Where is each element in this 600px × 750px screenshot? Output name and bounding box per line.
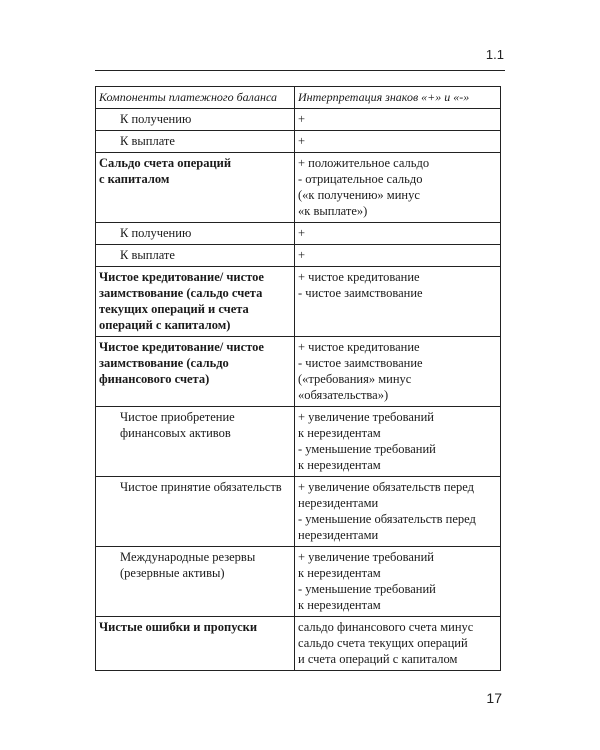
interpretation-line: - уменьшение требований bbox=[298, 582, 436, 596]
component-cell bbox=[96, 245, 295, 267]
interpretation-cell bbox=[295, 245, 501, 267]
table-row bbox=[96, 109, 501, 131]
table-row bbox=[96, 337, 501, 407]
component-cell bbox=[96, 153, 295, 223]
column-header-component: Компоненты платежного баланса bbox=[96, 87, 295, 109]
interpretation-line: - чистое заимствование bbox=[298, 286, 423, 300]
table-row bbox=[96, 223, 501, 245]
interpretation-line: («к получению» минус bbox=[298, 188, 420, 202]
table-row bbox=[96, 547, 501, 617]
interpretation-line: сальдо счета текущих операций bbox=[298, 636, 468, 650]
component-cell bbox=[96, 109, 295, 131]
interpretation-line: + чистое кредитование bbox=[298, 270, 420, 284]
component-line: К получению bbox=[120, 226, 192, 240]
component-line: текущих операций и счета bbox=[99, 302, 249, 316]
interpretation-line: + bbox=[298, 226, 306, 240]
table-row bbox=[96, 617, 501, 671]
interpretation-line: «обязательства») bbox=[298, 388, 389, 402]
component-cell bbox=[96, 223, 295, 245]
section-number: 1.1 bbox=[485, 47, 504, 62]
table-row bbox=[96, 477, 501, 547]
component-line: финансовых активов bbox=[120, 426, 231, 440]
interpretation-line: + чистое кредитование bbox=[298, 340, 420, 354]
component-line: К выплате bbox=[120, 134, 175, 148]
component-line: операций с капиталом) bbox=[99, 318, 231, 332]
interpretation-cell bbox=[295, 547, 501, 617]
table-row bbox=[96, 267, 501, 337]
interpretation-line: нерезидентами bbox=[298, 528, 379, 542]
interpretation-line: + увеличение обязательств перед bbox=[298, 480, 475, 494]
interpretation-line: + увеличение требований bbox=[298, 550, 434, 564]
component-line: Сальдо счета операций bbox=[99, 156, 232, 170]
component-line: с капиталом bbox=[99, 172, 170, 186]
component-line: Чистое принятие обязательств bbox=[120, 480, 282, 494]
component-cell bbox=[96, 617, 295, 671]
table-row bbox=[96, 153, 501, 223]
interpretation-cell bbox=[295, 477, 501, 547]
balance-of-payments-table bbox=[95, 86, 501, 671]
component-cell bbox=[96, 267, 295, 337]
table-row bbox=[96, 245, 501, 267]
interpretation-line: («требования» минус bbox=[298, 372, 412, 386]
interpretation-cell bbox=[295, 223, 501, 245]
interpretation-line: + увеличение требований bbox=[298, 410, 434, 424]
component-line: Международные резервы bbox=[120, 550, 256, 564]
interpretation-line: к нерезидентам bbox=[298, 426, 381, 440]
interpretation-line: «к выплате») bbox=[298, 204, 368, 218]
interpretation-line: + положительное сальдо bbox=[298, 156, 430, 170]
component-line: Чистое кредитование/ чистое bbox=[99, 340, 264, 354]
interpretation-line: к нерезидентам bbox=[298, 566, 381, 580]
component-line: заимствование (сальдо счета bbox=[99, 286, 263, 300]
component-line: заимствование (сальдо bbox=[99, 356, 229, 370]
interpretation-line: + bbox=[298, 248, 306, 262]
interpretation-cell bbox=[295, 131, 501, 153]
interpretation-line: к нерезидентам bbox=[298, 598, 381, 612]
interpretation-line: сальдо финансового счета минус bbox=[298, 620, 474, 634]
component-cell bbox=[96, 337, 295, 407]
table-row bbox=[96, 131, 501, 153]
interpretation-line: - уменьшение обязательств перед bbox=[298, 512, 476, 526]
component-line: (резервные активы) bbox=[120, 566, 225, 580]
interpretation-cell bbox=[295, 153, 501, 223]
interpretation-line: - отрицательное сальдо bbox=[298, 172, 423, 186]
component-line: Чистое приобретение bbox=[120, 410, 235, 424]
interpretation-line: нерезидентами bbox=[298, 496, 379, 510]
component-line: Чистые ошибки и пропуски bbox=[99, 620, 258, 634]
interpretation-cell bbox=[295, 617, 501, 671]
interpretation-line: - уменьшение требований bbox=[298, 442, 436, 456]
interpretation-line: и счета операций с капиталом bbox=[298, 652, 458, 666]
interpretation-cell bbox=[295, 337, 501, 407]
interpretation-cell bbox=[295, 407, 501, 477]
component-cell bbox=[96, 477, 295, 547]
component-cell bbox=[96, 547, 295, 617]
table-header-row bbox=[96, 87, 501, 109]
component-line: Чистое кредитование/ чистое bbox=[99, 270, 264, 284]
component-cell bbox=[96, 131, 295, 153]
interpretation-line: + bbox=[298, 134, 306, 148]
component-cell bbox=[96, 407, 295, 477]
page-number: 17 bbox=[486, 690, 502, 706]
table-row bbox=[96, 407, 501, 477]
component-line: финансового счета) bbox=[99, 372, 210, 386]
interpretation-cell bbox=[295, 109, 501, 131]
interpretation-line: - чистое заимствование bbox=[298, 356, 423, 370]
interpretation-line: + bbox=[298, 112, 306, 126]
component-line: К получению bbox=[120, 112, 192, 126]
interpretation-line: к нерезидентам bbox=[298, 458, 381, 472]
component-line: К выплате bbox=[120, 248, 175, 262]
header-rule bbox=[95, 70, 505, 71]
column-header-interpretation: Интерпретация знаков «+» и «-» bbox=[295, 87, 501, 109]
interpretation-cell bbox=[295, 267, 501, 337]
